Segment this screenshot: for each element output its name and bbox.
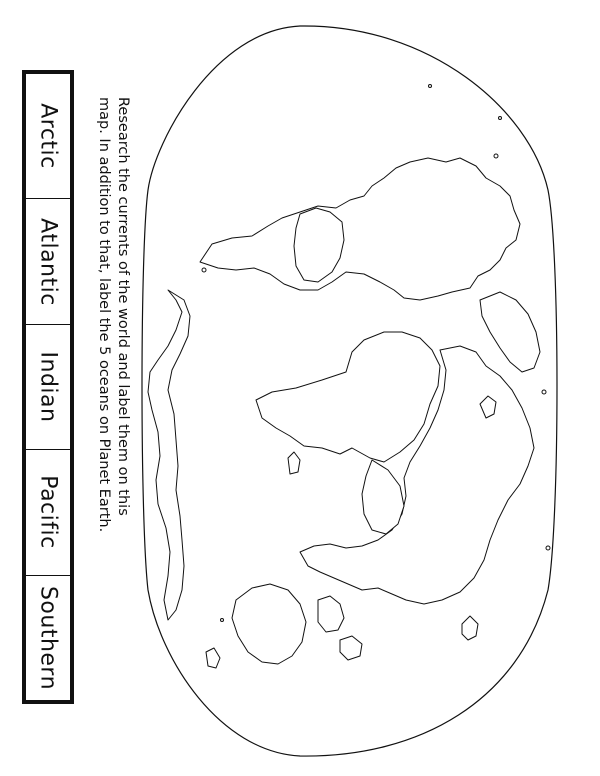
word-bank [22,70,74,704]
island-dot [202,268,206,272]
word-arctic: Arctic [35,103,61,169]
island-dot [494,154,498,158]
island-dot [542,390,546,394]
word-pacific: Pacific [35,475,61,550]
island-dot [499,117,502,120]
word-bank-cell [26,576,70,700]
word-bank-cell [26,74,70,199]
word-bank-cell [26,325,70,450]
island-dot [546,546,550,550]
word-atlantic: Atlantic [35,217,61,306]
island-dot [221,619,224,622]
word-southern: Southern [35,585,61,690]
word-bank-cell [26,199,70,324]
word-indian: Indian [35,351,61,423]
island-dot [429,85,432,88]
word-bank-cell [26,450,70,575]
instructions-text: Research the currents of the world and label them on this map. In addition to that, label the 5 oceans on Planet Earth. [96,97,131,533]
